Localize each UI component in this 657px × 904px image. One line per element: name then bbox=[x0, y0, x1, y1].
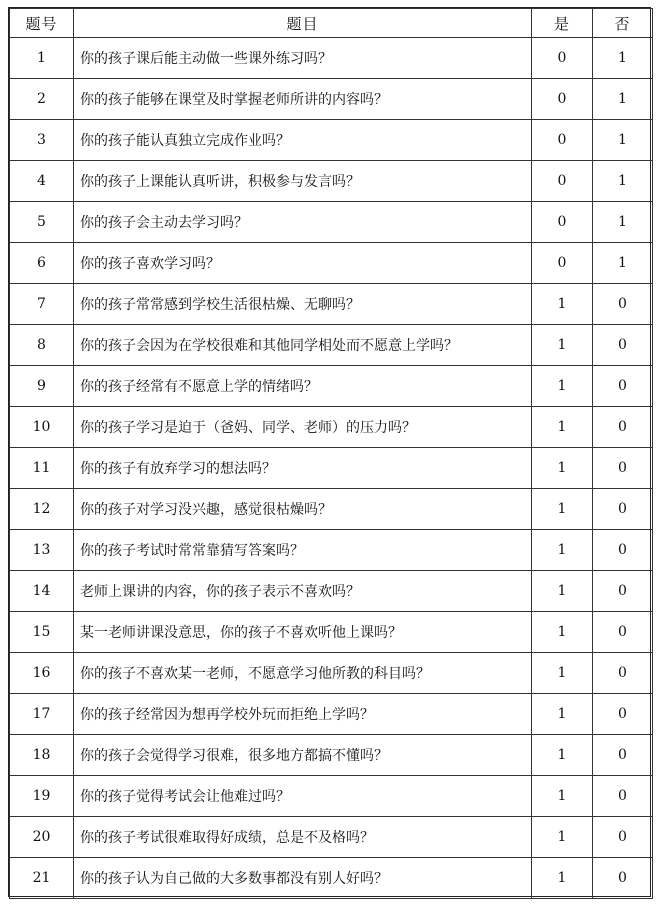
question-number-cell: 6 bbox=[10, 243, 74, 284]
question-number-cell: 19 bbox=[10, 776, 74, 817]
header-question: 题目 bbox=[74, 9, 532, 38]
table-row bbox=[10, 202, 653, 243]
question-number-cell: 12 bbox=[10, 489, 74, 530]
question-text-cell: 你的孩子经常因为想再学校外玩而拒绝上学吗？ bbox=[74, 694, 532, 735]
no-value-cell: 0 bbox=[593, 366, 653, 407]
table-body bbox=[10, 38, 653, 899]
question-text-cell: 你的孩子课后能主动做一些课外练习吗？ bbox=[74, 38, 532, 79]
question-text-cell: 老师上课讲的内容，你的孩子表示不喜欢吗？ bbox=[74, 571, 532, 612]
header-yes: 是 bbox=[532, 9, 593, 38]
no-value-cell: 0 bbox=[593, 612, 653, 653]
question-text-cell: 你的孩子上课能认真听讲，积极参与发言吗？ bbox=[74, 161, 532, 202]
table-row bbox=[10, 161, 653, 202]
table-row bbox=[10, 38, 653, 79]
yes-value-cell: 1 bbox=[532, 448, 593, 489]
no-value-cell: 0 bbox=[593, 284, 653, 325]
question-number-cell: 8 bbox=[10, 325, 74, 366]
table-row bbox=[10, 325, 653, 366]
no-value-cell: 1 bbox=[593, 161, 653, 202]
no-value-cell: 1 bbox=[593, 79, 653, 120]
table-row bbox=[10, 448, 653, 489]
question-number-cell: 16 bbox=[10, 653, 74, 694]
yes-value-cell: 1 bbox=[532, 612, 593, 653]
table-row bbox=[10, 284, 653, 325]
table-row bbox=[10, 817, 653, 858]
no-value-cell: 0 bbox=[593, 858, 653, 899]
survey-sheet bbox=[8, 7, 651, 897]
question-text-cell: 你的孩子经常有不愿意上学的情绪吗？ bbox=[74, 366, 532, 407]
yes-value-cell: 0 bbox=[532, 79, 593, 120]
question-number-cell: 4 bbox=[10, 161, 74, 202]
question-number-cell: 5 bbox=[10, 202, 74, 243]
question-text-cell: 你的孩子学习是迫于（爸妈、同学、老师）的压力吗？ bbox=[74, 407, 532, 448]
no-value-cell: 0 bbox=[593, 571, 653, 612]
no-value-cell: 0 bbox=[593, 325, 653, 366]
question-text-cell: 你的孩子觉得考试会让他难过吗？ bbox=[74, 776, 532, 817]
yes-value-cell: 1 bbox=[532, 530, 593, 571]
question-number-cell: 3 bbox=[10, 120, 74, 161]
question-number-cell: 20 bbox=[10, 817, 74, 858]
question-text-cell: 你的孩子考试很难取得好成绩，总是不及格吗？ bbox=[74, 817, 532, 858]
question-text-cell: 你的孩子对学习没兴趣，感觉很枯燥吗？ bbox=[74, 489, 532, 530]
table-row bbox=[10, 776, 653, 817]
yes-value-cell: 0 bbox=[532, 243, 593, 284]
no-value-cell: 1 bbox=[593, 38, 653, 79]
question-text-cell: 你的孩子认为自己做的大多数事都没有别人好吗？ bbox=[74, 858, 532, 899]
header-num: 题号 bbox=[10, 9, 74, 38]
yes-value-cell: 1 bbox=[532, 325, 593, 366]
question-text-cell: 你的孩子会因为在学校很难和其他同学相处而不愿意上学吗？ bbox=[74, 325, 532, 366]
table-row bbox=[10, 530, 653, 571]
header-row bbox=[10, 9, 653, 38]
question-number-cell: 11 bbox=[10, 448, 74, 489]
question-number-cell: 13 bbox=[10, 530, 74, 571]
question-number-cell: 15 bbox=[10, 612, 74, 653]
question-number-cell: 14 bbox=[10, 571, 74, 612]
question-number-cell: 1 bbox=[10, 38, 74, 79]
yes-value-cell: 1 bbox=[532, 407, 593, 448]
yes-value-cell: 1 bbox=[532, 735, 593, 776]
yes-value-cell: 1 bbox=[532, 694, 593, 735]
yes-value-cell: 0 bbox=[532, 120, 593, 161]
survey-table bbox=[9, 8, 653, 899]
question-number-cell: 18 bbox=[10, 735, 74, 776]
table-row bbox=[10, 694, 653, 735]
yes-value-cell: 1 bbox=[532, 284, 593, 325]
question-number-cell: 21 bbox=[10, 858, 74, 899]
table-row bbox=[10, 735, 653, 776]
question-text-cell: 某一老师讲课没意思，你的孩子不喜欢听他上课吗？ bbox=[74, 612, 532, 653]
table-header bbox=[10, 9, 653, 38]
yes-value-cell: 1 bbox=[532, 858, 593, 899]
no-value-cell: 0 bbox=[593, 530, 653, 571]
table-row bbox=[10, 120, 653, 161]
yes-value-cell: 1 bbox=[532, 489, 593, 530]
question-text-cell: 你的孩子不喜欢某一老师，不愿意学习他所教的科目吗？ bbox=[74, 653, 532, 694]
question-number-cell: 2 bbox=[10, 79, 74, 120]
question-number-cell: 9 bbox=[10, 366, 74, 407]
yes-value-cell: 0 bbox=[532, 161, 593, 202]
table-row bbox=[10, 858, 653, 899]
question-text-cell: 你的孩子会主动去学习吗？ bbox=[74, 202, 532, 243]
no-value-cell: 0 bbox=[593, 448, 653, 489]
table-row bbox=[10, 571, 653, 612]
yes-value-cell: 0 bbox=[532, 202, 593, 243]
table-row bbox=[10, 612, 653, 653]
yes-value-cell: 1 bbox=[532, 653, 593, 694]
no-value-cell: 0 bbox=[593, 776, 653, 817]
no-value-cell: 0 bbox=[593, 489, 653, 530]
no-value-cell: 1 bbox=[593, 243, 653, 284]
yes-value-cell: 1 bbox=[532, 366, 593, 407]
no-value-cell: 0 bbox=[593, 735, 653, 776]
question-text-cell: 你的孩子常常感到学校生活很枯燥、无聊吗？ bbox=[74, 284, 532, 325]
no-value-cell: 1 bbox=[593, 120, 653, 161]
no-value-cell: 0 bbox=[593, 694, 653, 735]
yes-value-cell: 1 bbox=[532, 776, 593, 817]
no-value-cell: 0 bbox=[593, 817, 653, 858]
table-row bbox=[10, 489, 653, 530]
yes-value-cell: 1 bbox=[532, 817, 593, 858]
question-text-cell: 你的孩子会觉得学习很难，很多地方都搞不懂吗？ bbox=[74, 735, 532, 776]
question-text-cell: 你的孩子有放弃学习的想法吗？ bbox=[74, 448, 532, 489]
header-no: 否 bbox=[593, 9, 653, 38]
no-value-cell: 0 bbox=[593, 407, 653, 448]
table-row bbox=[10, 653, 653, 694]
no-value-cell: 1 bbox=[593, 202, 653, 243]
table-row bbox=[10, 407, 653, 448]
question-text-cell: 你的孩子能认真独立完成作业吗？ bbox=[74, 120, 532, 161]
question-number-cell: 10 bbox=[10, 407, 74, 448]
question-text-cell: 你的孩子考试时常常靠猜写答案吗？ bbox=[74, 530, 532, 571]
question-number-cell: 7 bbox=[10, 284, 74, 325]
table-row bbox=[10, 79, 653, 120]
table-row bbox=[10, 366, 653, 407]
yes-value-cell: 0 bbox=[532, 38, 593, 79]
question-text-cell: 你的孩子喜欢学习吗？ bbox=[74, 243, 532, 284]
no-value-cell: 0 bbox=[593, 653, 653, 694]
table-row bbox=[10, 243, 653, 284]
question-number-cell: 17 bbox=[10, 694, 74, 735]
question-text-cell: 你的孩子能够在课堂及时掌握老师所讲的内容吗？ bbox=[74, 79, 532, 120]
yes-value-cell: 1 bbox=[532, 571, 593, 612]
